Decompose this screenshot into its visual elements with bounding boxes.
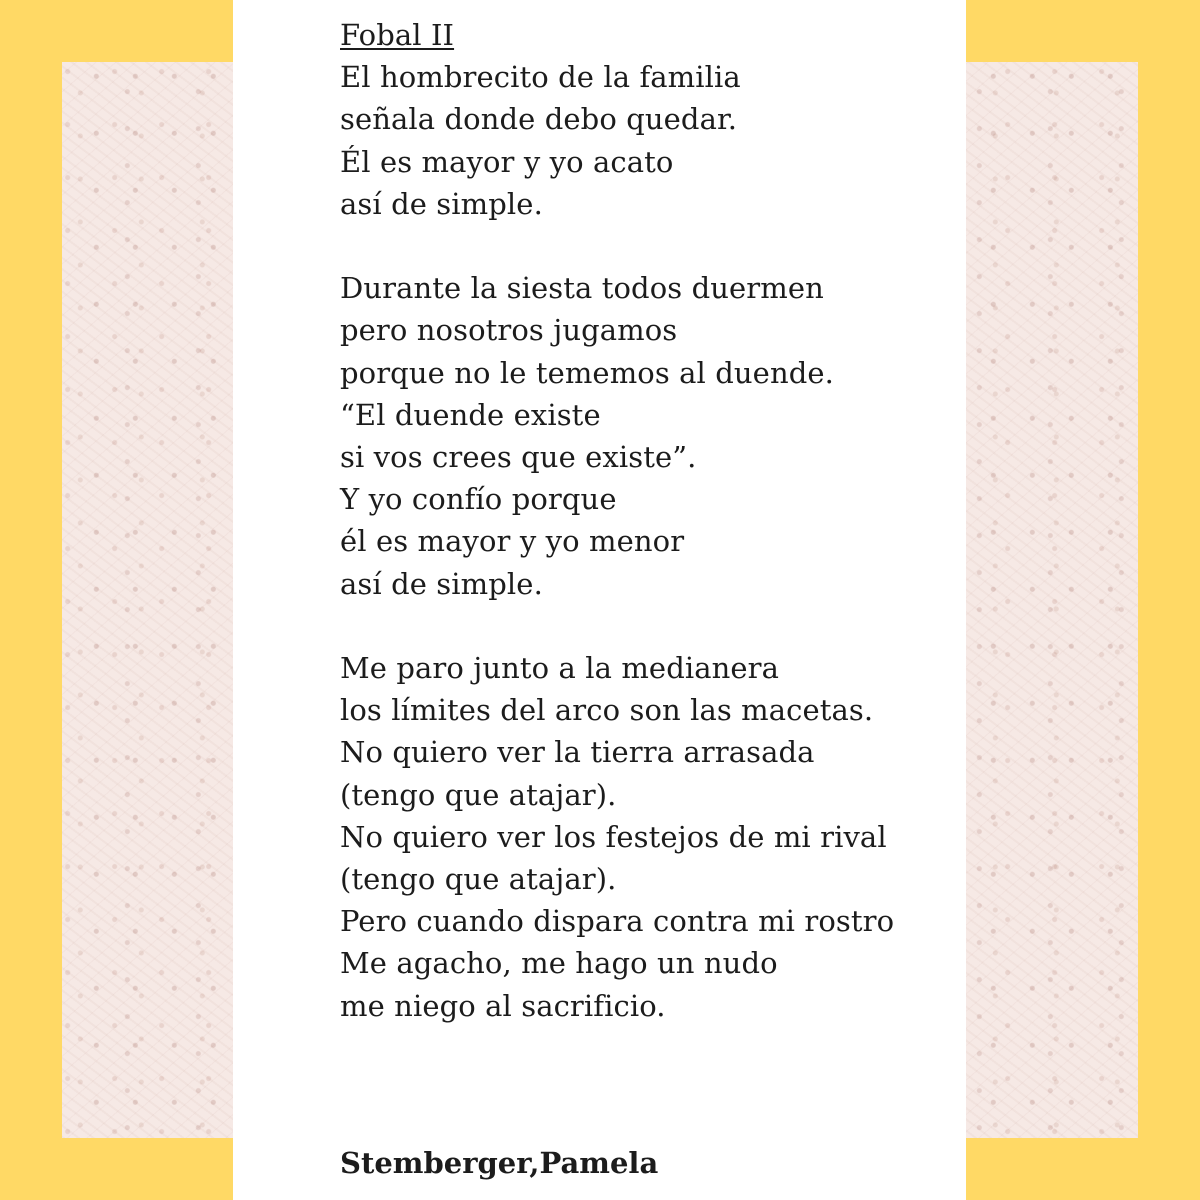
poem-author: Stemberger,Pamela — [340, 1146, 659, 1180]
poem-line: Me agacho, me hago un nudo — [340, 946, 778, 981]
poem-line: El hombrecito de la familia — [340, 60, 741, 95]
poem-line: (tengo que atajar). — [340, 777, 617, 812]
poem-line: pero nosotros jugamos — [340, 313, 678, 348]
poem-line: los límites del arco son las macetas. — [340, 693, 874, 728]
poem-line: Él es mayor y yo acato — [340, 144, 674, 179]
poem-sheet — [233, 0, 966, 1200]
poem-line: Pero cuando dispara contra mi rostro — [340, 904, 895, 939]
poem-line: “El duende existe — [340, 397, 601, 432]
poem-line: él es mayor y yo menor — [340, 524, 685, 559]
poem-line: me niego al sacrificio. — [340, 988, 666, 1023]
poem-line: No quiero ver los festejos de mi rival — [340, 819, 887, 854]
poem-line: así de simple. — [340, 566, 543, 601]
poem-line: si vos crees que existe”. — [340, 440, 697, 475]
poem-body — [340, 14, 940, 1027]
poem-line: No quiero ver la tierra arrasada — [340, 735, 815, 770]
poem-line: Me paro junto a la medianera — [340, 651, 780, 686]
poem-line: Y yo confío porque — [340, 482, 617, 517]
stanza-break — [340, 605, 940, 647]
poem-title: Fobal II — [340, 18, 455, 52]
stanza-break — [340, 225, 940, 267]
poem-line: porque no le tememos al duende. — [340, 355, 834, 390]
poem-line: señala donde debo quedar. — [340, 102, 738, 137]
poem-line: Durante la siesta todos duermen — [340, 271, 824, 306]
poem-line: así de simple. — [340, 186, 543, 221]
poem-line: (tengo que atajar). — [340, 862, 617, 897]
